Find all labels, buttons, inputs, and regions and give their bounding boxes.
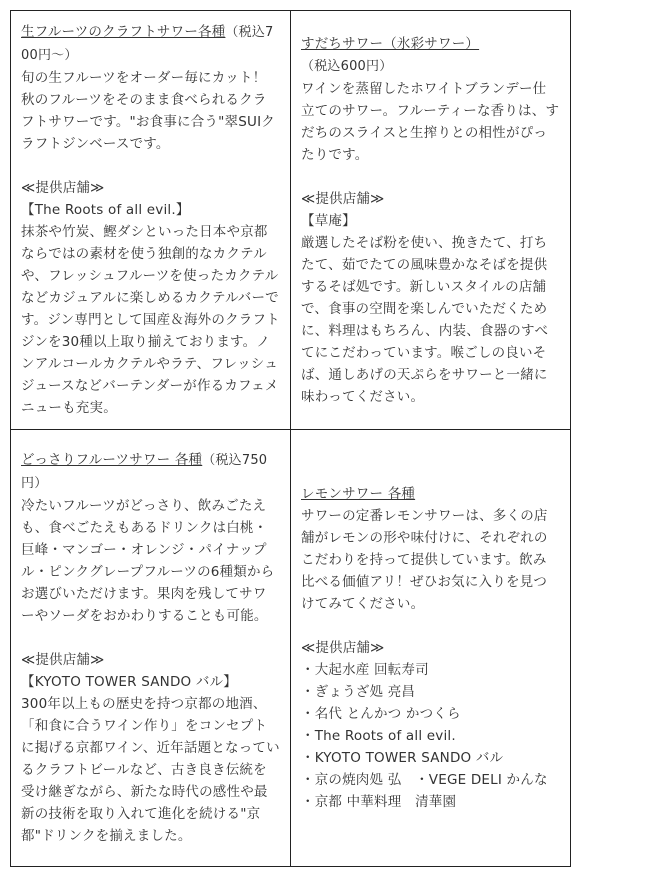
shops-heading: ≪提供店舗≫ [21, 652, 105, 668]
menu-heading [301, 33, 560, 78]
menu-price: （税込700円〜） [21, 25, 274, 63]
shop-name: 【KYOTO TOWER SANDO バル】 [21, 674, 237, 690]
spacer [301, 166, 560, 188]
menu-heading [21, 449, 280, 495]
shop-name: 【The Roots of all evil.】 [21, 202, 190, 218]
shops-heading: ≪提供店舗≫ [21, 180, 105, 196]
menu-title: どっさりフルーツサワー 各種 [21, 452, 203, 468]
list-item: ・ 名代 とんかつ かつくら [301, 703, 560, 725]
shop-description: 抹茶や竹炭、鰹ダシといった日本や京都ならではの素材を使う独創的なカクテルや、フレッシュフルーツを使ったカクテルなどカジュアルに楽しめるカクテルバーです。ジン専門として国産＆海外のクラフトジンを30種以上取り揃えております。ノンアルコールカクテルやラテ、フレッシュジュースなどバーテンダーが作るカフェメニューも充実。 [21, 224, 280, 416]
list-item: ・ KYOTO TOWER SANDO バル [301, 747, 560, 769]
table-row [11, 430, 571, 867]
menu-cell-sudachi-sour [291, 11, 571, 430]
menu-cell-dossari-fruit-sour [11, 430, 291, 867]
list-item: ・ ぎょうざ処 亮昌 [301, 681, 560, 703]
list-item: ・ 大起水産 回転寿司 [301, 659, 560, 681]
shop-description: 厳選したそば粉を使い、挽きたて、打ちたて、茹でたての風味豊かなそばを提供するそば処です。新しいスタイルの店舗で、食事の空間を楽しんでいただくために、料理はもちろん、内装、食器のすべてにこだわっています。喉ごしの良いそば、通しあげの天ぷらをサワーと一緒に味わってください。 [301, 234, 549, 405]
table-row [11, 11, 571, 430]
spacer [21, 627, 280, 649]
menu-title: レモンサワー 各種 [301, 486, 416, 502]
list-item: ・ 京都 中華料理 清華園 [301, 791, 560, 813]
list-item: ・ 京の焼肉処 弘 ・VEGE DELI かんな [301, 769, 560, 791]
shop-description: 300年以上もの歴史を持つ京都の地酒、「和食に合うワイン作り」をコンセプトに掲げる京都ワイン、近年話題となっているクラフトビールなど、古き良き伝統を受け継ぎながら、新たな時代の感性や最新の技術を取り入れて進化を続ける"京都"ドリンクを揃えました。 [21, 696, 280, 844]
menu-description: 旬の生フルーツをオーダー毎にカット！秋のフルーツをそのまま食べられるクラフトサワーです。"お食事に合う"翠SUIクラフトジンベースです。 [21, 70, 275, 152]
spacer [21, 155, 280, 177]
menu-price: （税込750円） [21, 453, 268, 491]
menu-description: 冷たいフルーツがどっさり、飲みごたえも、食べごたえもあるドリンクは白桃・巨峰・マンゴー・オレンジ・パイナップル・ピンクグレープフルーツの6種類からお選びいただけます。果肉を残してサワーやソーダをおかわりすることも可能。 [21, 498, 275, 624]
menu-title: すだちサワー（氷彩サワー） [301, 35, 480, 52]
shop-list [301, 659, 560, 813]
menu-cell-lemon-sour [291, 430, 571, 867]
menu-price: （税込600円） [301, 58, 393, 74]
menu-heading [301, 483, 560, 505]
shop-name: 【草庵】 [301, 212, 356, 229]
menu-title: 生フルーツのクラフトサワー各種 [21, 24, 226, 40]
menu-heading [21, 21, 280, 67]
sour-menu-table [10, 10, 571, 867]
menu-description: ワインを蒸留したホワイトブランデー仕立てのサワー。フルーティーな香りは、すだちのスライスと生搾りとの相性がぴったりです。 [301, 80, 560, 163]
shops-heading: ≪提供店舗≫ [301, 640, 385, 656]
spacer [301, 615, 560, 637]
shops-heading: ≪提供店舗≫ [301, 190, 385, 207]
menu-description: サワーの定番レモンサワーは、多くの店舗がレモンの形や味付けに、それぞれのこだわりを持って提供しています。飲み比べる価値アリ！ぜひお気に入りを見つけてみてください。 [301, 508, 548, 612]
menu-cell-fresh-fruit-craft-sour [11, 11, 291, 430]
list-item: ・ The Roots of all evil. [301, 725, 560, 747]
